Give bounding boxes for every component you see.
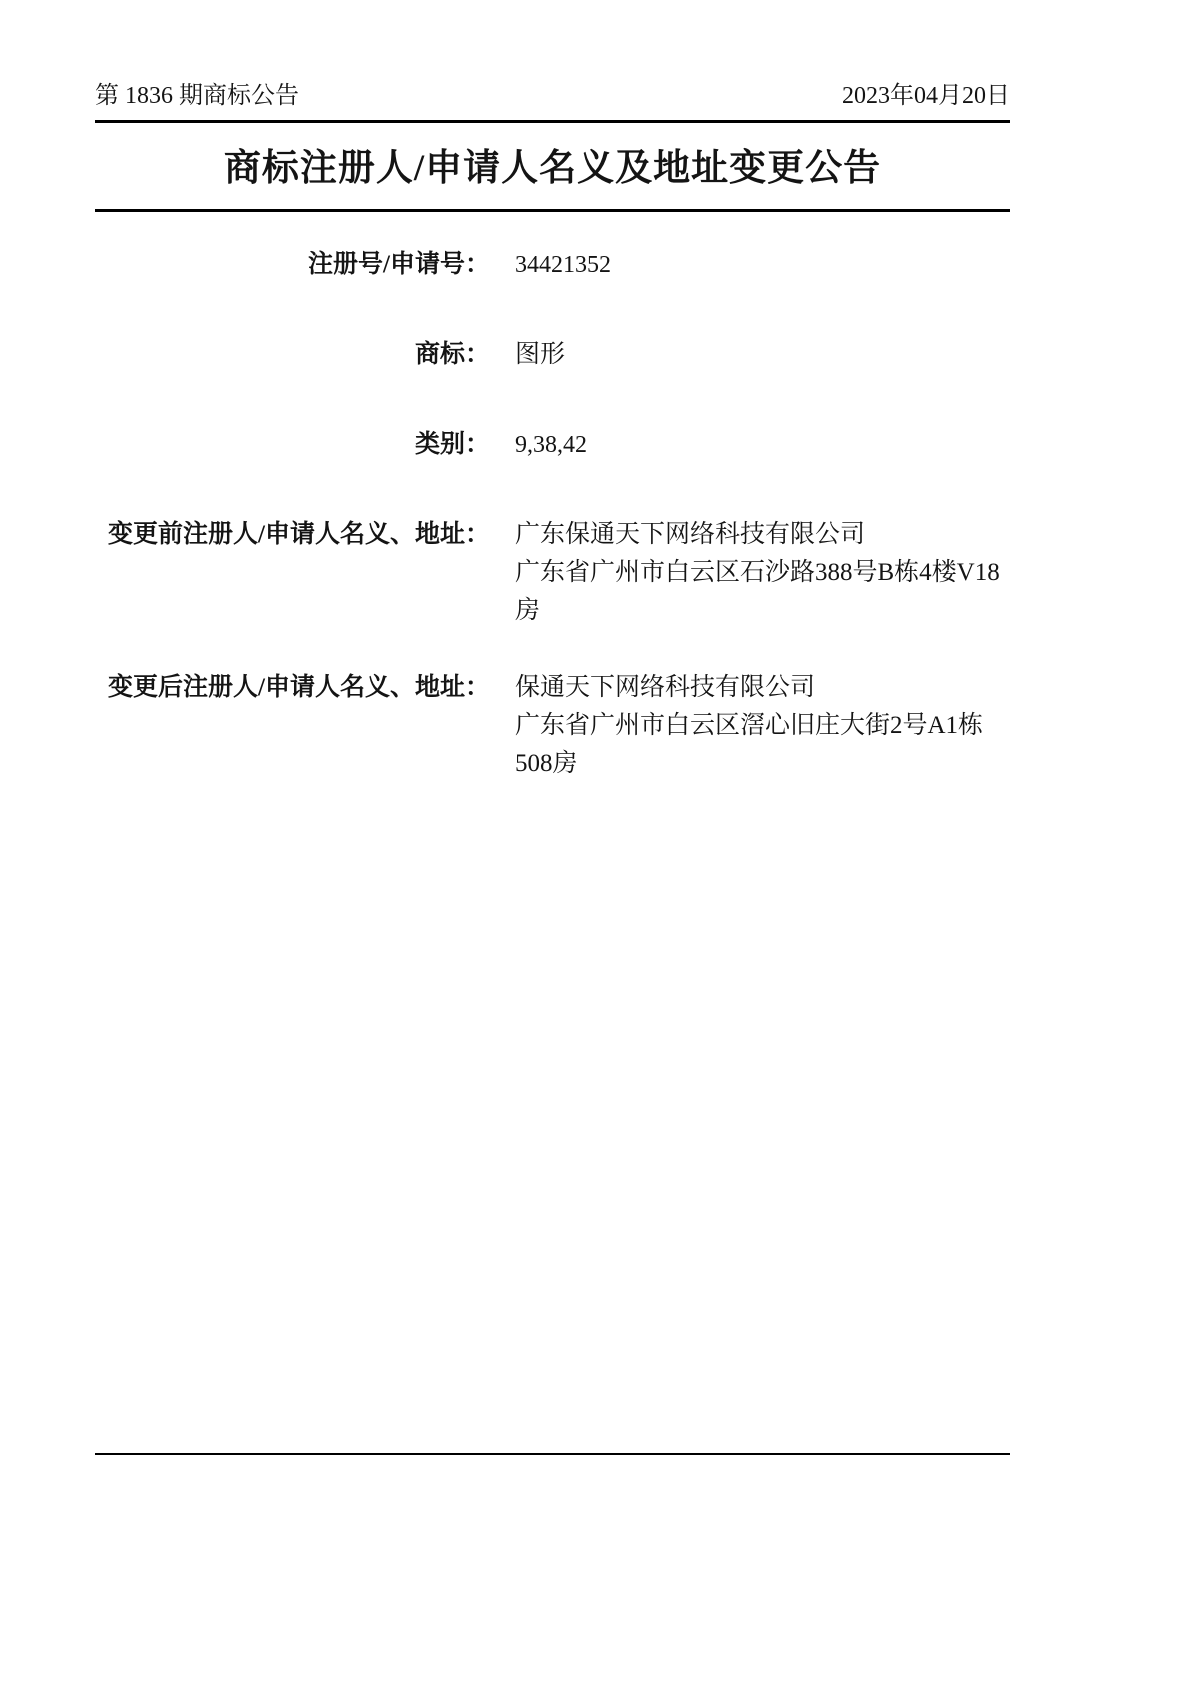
field-label: 注册号/申请号： (308, 251, 490, 278)
field-row-classes (95, 426, 1010, 464)
after-change-name: 保通天下网络科技有限公司 (515, 674, 816, 701)
registration-number: 34421352 (515, 252, 611, 278)
field-value (490, 246, 611, 284)
before-change-name: 广东保通天下网络科技有限公司 (515, 521, 866, 548)
before-change-address: 广东省广州市白云区石沙路388号B栋4楼V18房 (515, 559, 1000, 624)
field-label: 变更前注册人/申请人名义、地址： (108, 521, 490, 548)
gazette-issue-number: 第 1836 期商标公告 (95, 83, 299, 109)
gazette-date: 2023年04月20日 (842, 83, 1010, 109)
field-label: 变更后注册人/申请人名义、地址： (108, 674, 490, 701)
class-numbers: 9,38,42 (515, 432, 587, 458)
page-header (95, 0, 1010, 123)
field-label: 类别： (414, 431, 490, 458)
after-change-address: 广东省广州市白云区滘心旧庄大街2号A1栋508房 (515, 712, 984, 777)
bottom-divider (95, 1453, 1010, 1455)
page-title: 商标注册人/申请人名义及地址变更公告 (95, 123, 1010, 212)
field-value (490, 426, 587, 464)
field-label: 商标： (414, 341, 490, 368)
field-value (490, 516, 1010, 630)
field-value (490, 336, 565, 374)
field-row-before-change (95, 516, 1010, 630)
page-content (95, 0, 1010, 822)
field-list (95, 246, 1010, 783)
field-row-registration-number (95, 246, 1010, 284)
field-row-trademark (95, 336, 1010, 374)
field-value (490, 669, 1010, 783)
field-row-after-change (95, 669, 1010, 783)
trademark-name: 图形 (515, 341, 566, 368)
